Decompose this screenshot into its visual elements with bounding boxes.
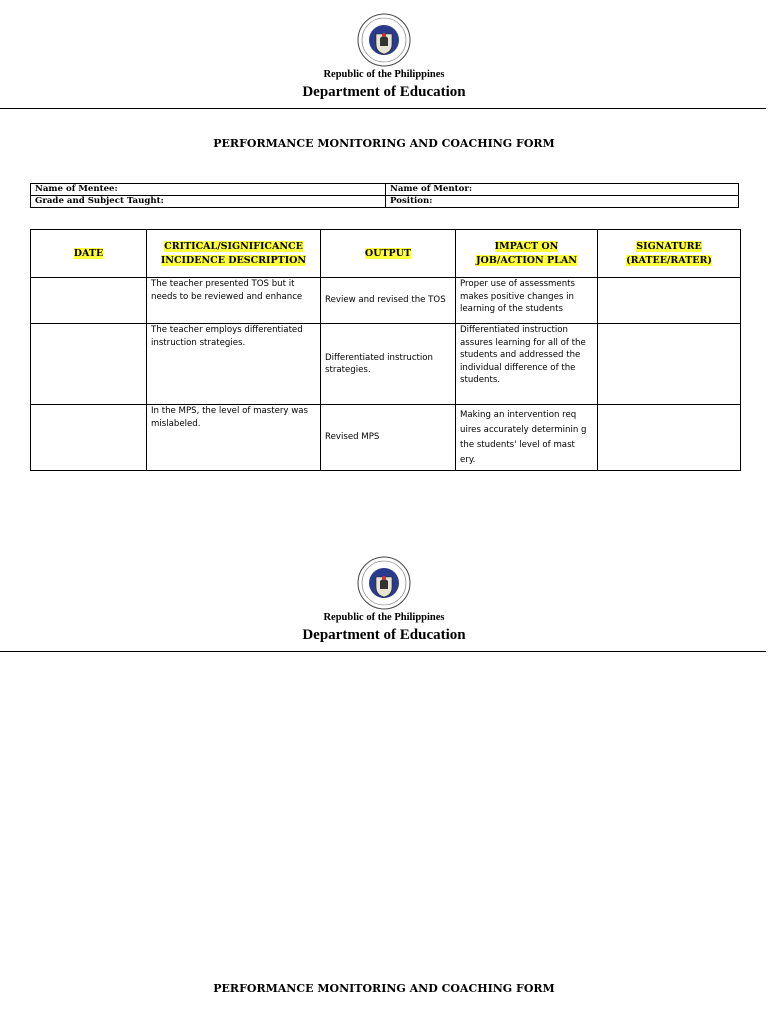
impact-cell: Differentiated instruction assures learning for all of the students and addressed the individual difference of the students. [456, 324, 598, 405]
department-title: Department of Education [302, 84, 466, 100]
date-cell[interactable] [31, 324, 147, 405]
table-row [31, 405, 741, 471]
mentee-field[interactable]: Name of Mentee: [31, 184, 386, 196]
form-title: PERFORMANCE MONITORING AND COACHING FORM [213, 137, 555, 150]
signature-cell[interactable] [598, 405, 741, 471]
header-output: OUTPUT [321, 230, 456, 278]
position-field[interactable]: Position: [386, 196, 739, 208]
impact-cell: Proper use of assessments makes positive changes in learning of the students [456, 278, 598, 324]
republic-label: Republic of the Philippines [323, 612, 445, 623]
signature-cell[interactable] [598, 324, 741, 405]
deped-seal-icon [357, 556, 411, 610]
republic-label: Republic of the Philippines [323, 69, 445, 80]
impact-cell: Making an intervention req uires accurately determinin g the students' level of mast ery. [456, 405, 598, 471]
output-cell: Review and revised the TOS [321, 278, 456, 324]
description-cell: The teacher employs differentiated instruction strategies. [147, 324, 321, 405]
form-title: PERFORMANCE MONITORING AND COACHING FORM [213, 982, 555, 995]
table-header-row [31, 230, 741, 278]
mentor-field[interactable]: Name of Mentor: [386, 184, 739, 196]
header-impact: IMPACT ON JOB/ACTION PLAN [456, 230, 598, 278]
header-rule [0, 651, 766, 652]
header-date: DATE [31, 230, 147, 278]
header-critical: CRITICAL/SIGNIFICANCE INCIDENCE DESCRIPTION [147, 230, 321, 278]
output-cell: Differentiated instruction strategies. [321, 324, 456, 405]
grade-subject-field[interactable]: Grade and Subject Taught: [31, 196, 386, 208]
department-title: Department of Education [302, 627, 466, 643]
date-cell[interactable] [31, 405, 147, 471]
header-signature: SIGNATURE (RATEE/RATER) [598, 230, 741, 278]
deped-seal-icon [357, 13, 411, 67]
output-cell: Revised MPS [321, 405, 456, 471]
description-cell: The teacher presented TOS but it needs to be reviewed and enhance [147, 278, 321, 324]
coaching-table [30, 229, 741, 471]
table-row [31, 278, 741, 324]
date-cell[interactable] [31, 278, 147, 324]
table-row [31, 324, 741, 405]
header-rule [0, 108, 766, 109]
info-table [30, 183, 739, 208]
signature-cell[interactable] [598, 278, 741, 324]
description-cell: In the MPS, the level of mastery was mislabeled. [147, 405, 321, 471]
